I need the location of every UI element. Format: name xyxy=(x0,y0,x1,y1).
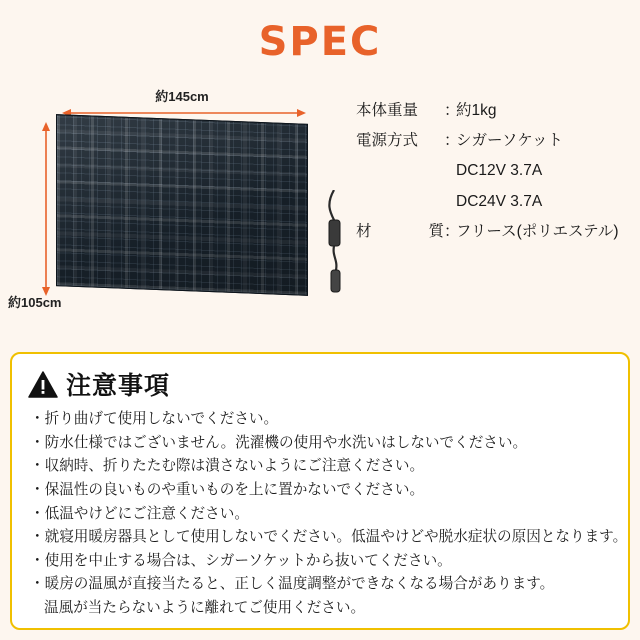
spec-label-material-b: 質 xyxy=(428,222,444,240)
spec-row-weight xyxy=(356,96,619,126)
spec-label-material-a: 材 xyxy=(356,222,372,240)
caution-item: ・防水仕様ではございません。洗濯機の使用や水洗いはしないでください。 xyxy=(30,434,528,451)
caution-item: ・使用を中止する場合は、シガーソケットから抜いてください。 xyxy=(30,552,452,569)
spec-row-power xyxy=(356,126,619,156)
spec-table xyxy=(356,96,619,247)
spec-value-weight: 約1kg xyxy=(456,102,497,119)
dimension-width-label: 約145cm xyxy=(155,89,209,104)
caution-box xyxy=(10,352,630,630)
caution-item: ・折り曲げて使用しないでください。 xyxy=(30,411,279,427)
spec-value-power: シガーソケット xyxy=(456,132,563,150)
spec-value-material: フリース(ポリエステル) xyxy=(456,222,619,240)
caution-item-continuation: 温風が当たらないように離れてご使用ください。 xyxy=(44,600,366,617)
caution-item-text: ・暖房の温風が直接当たると、正しく温度調整ができなくなる場合があります。 xyxy=(30,576,555,593)
spec-colon-power: ： xyxy=(444,132,460,150)
spec-label-material xyxy=(356,217,444,247)
dimension-height-label: 約105cm xyxy=(8,295,62,310)
product-image-block xyxy=(8,86,334,310)
height-arrow-icon xyxy=(40,122,52,296)
spec-colon-material: ： xyxy=(444,222,460,240)
product-blanket-image xyxy=(56,114,308,296)
spec-section xyxy=(0,62,640,314)
spec-colon-weight: ： xyxy=(444,102,460,119)
caution-list xyxy=(28,408,628,621)
caution-item: ・収納時、折りたたむ際は潰さないようにご注意ください。 xyxy=(30,458,425,475)
spec-row-material xyxy=(356,217,619,247)
caution-title: 注意事項 xyxy=(66,372,171,400)
caution-item: ・就寝用暖房器具として使用しないでください。低温やけどや脱水症状の原因となります。 xyxy=(30,529,628,546)
power-cord-icon xyxy=(320,190,360,298)
caution-item: ・保温性の良いものや重いものを上に置かないでください。 xyxy=(30,481,425,498)
image-shading xyxy=(57,115,307,295)
spec-label-weight: 本体重量 xyxy=(356,102,419,119)
spec-value-power-dc12: DC12V 3.7A xyxy=(456,162,543,180)
spec-value-power-dc24: DC24V 3.7A xyxy=(456,192,543,210)
caution-item: ・低温やけどにご注意ください。 xyxy=(30,505,249,522)
caution-header xyxy=(28,366,612,402)
warning-triangle-icon xyxy=(28,371,58,398)
spec-label-power: 電源方式 xyxy=(356,132,419,150)
caution-item xyxy=(30,573,612,620)
page-title: SPEC xyxy=(258,19,382,65)
